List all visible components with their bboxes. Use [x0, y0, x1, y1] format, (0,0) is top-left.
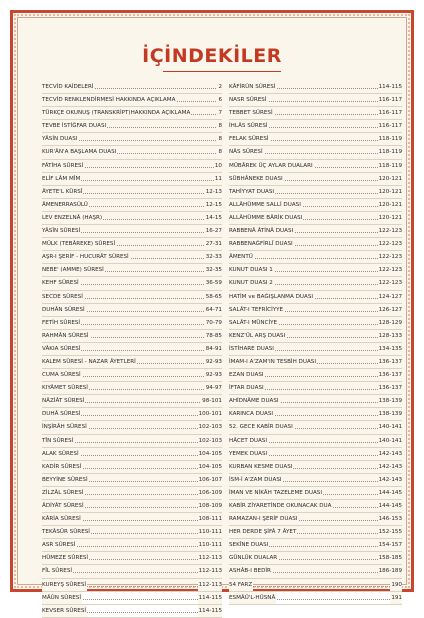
toc-entry-page: 122-123 [378, 277, 402, 289]
toc-entry-page: 122-123 [378, 251, 402, 263]
toc-entry-title: HATİM ve BAĞIŞLANMA DUASI [229, 291, 314, 303]
toc-entry [42, 487, 222, 500]
toc-entry-title: ÂMENTÜ [229, 251, 254, 263]
toc-entry-page: 16-27 [205, 225, 222, 237]
toc-entry-page: 94-97 [205, 382, 222, 394]
toc-entry [229, 291, 402, 304]
toc-entry-title: ASR SÛRESİ [42, 539, 76, 551]
toc-entry-page: 144-145 [378, 487, 402, 499]
toc-entry-page: 116-117 [378, 120, 402, 132]
toc-entry [229, 186, 402, 199]
toc-entry [42, 565, 222, 578]
toc-entry [42, 369, 222, 382]
toc-entry-title: AHİDNÂME DUASI [229, 395, 280, 407]
toc-entry-page: 104-105 [198, 448, 222, 460]
toc-entry-page: 140-141 [378, 421, 402, 433]
toc-entry-page: 112-113 [198, 579, 222, 591]
toc-entry-page: 142-143 [378, 448, 402, 460]
toc-entry-page: 142-143 [378, 461, 402, 473]
toc-entry-page: 108-111 [198, 513, 222, 525]
toc-entry [229, 552, 402, 565]
toc-entry-title: TEBBET SÛRESİ [229, 107, 274, 119]
toc-entry [229, 474, 402, 487]
toc-entry-title: İSTİHARE DUASI [229, 343, 275, 355]
toc-entry-page: 110-111 [198, 539, 222, 551]
toc-entry-page: 106-107 [198, 474, 222, 486]
toc-entry-title: SALÂT-I MÜNCİYE [229, 317, 278, 329]
toc-entry-page: 118-119 [378, 133, 402, 145]
toc-entry-page: 152-155 [378, 526, 402, 538]
toc-entry [42, 592, 222, 605]
toc-entry [229, 81, 402, 94]
toc-entry-title: TÜRKÇE OKUNUŞ (TRANSKRİPT)HAKKINDA AÇIKLAMA [42, 107, 191, 119]
toc-entry [42, 107, 222, 120]
toc-entry-page: 92-93 [205, 356, 222, 368]
toc-entry [42, 513, 222, 526]
toc-entry-page: 126-127 [378, 304, 402, 316]
toc-page [10, 10, 414, 614]
toc-entry [229, 421, 402, 434]
toc-entry-title: 54 FARZ [229, 579, 253, 591]
toc-entry [42, 251, 222, 264]
toc-entry-title: KUR'ÂN'A BAŞLAMA DUASI [42, 146, 117, 158]
toc-entry-title: KUNUT DUASI 1 [229, 264, 274, 276]
toc-entry-title: ALLÂHÜMME SALLİ DUASI [229, 199, 302, 211]
toc-entry-title: TECVİD RENKLENDİRMESİ HAKKINDA AÇIKLAMA [42, 94, 176, 106]
toc-entry [229, 238, 402, 251]
toc-entry [42, 225, 222, 238]
toc-entry [42, 94, 222, 107]
toc-entry [229, 343, 402, 356]
toc-entry [42, 382, 222, 395]
toc-entry-title: ESMÂÜ'L-HÜSNÂ [229, 592, 276, 604]
toc-entry [229, 212, 402, 225]
toc-entry-title: KUREYŞ SÛRESİ [42, 579, 87, 591]
toc-entry-title: ÂMENERRASÛLÜ [42, 199, 89, 211]
toc-entry [229, 539, 402, 552]
toc-entry-title: LEV ENZELNÂ (HAŞR) [42, 212, 103, 224]
toc-entry [229, 513, 402, 526]
toc-entry-page: 8 [217, 120, 222, 132]
toc-entry-page: 191 [390, 592, 402, 604]
toc-entry-title: KEHF SÛRESİ [42, 277, 80, 289]
toc-entry [42, 264, 222, 277]
toc-entry-title: KALEM SÛRESİ - NAZAR ÂYETLERİ [42, 356, 137, 368]
toc-entry-title: DUHÂN SÛRESİ [42, 304, 86, 316]
toc-entry-page: 106-109 [198, 487, 222, 499]
toc-entry-title: ALAK SÛRESİ [42, 448, 80, 460]
toc-left-column [42, 81, 222, 618]
toc-entry-title: HER DERDE ŞİFÂ 7 ÂYET [229, 526, 297, 538]
toc-entry-page: 190 [390, 579, 402, 591]
toc-entry-title: HÜMEZE SÛRESİ [42, 552, 89, 564]
toc-entry-page: 11 [214, 173, 222, 185]
toc-entry [229, 133, 402, 146]
toc-entry-title: MÜBÂREK ÜÇ AYLAR DUALARI [229, 160, 314, 172]
toc-entry-page: 7 [217, 107, 222, 119]
toc-entry [229, 356, 402, 369]
toc-right-column [229, 81, 402, 605]
toc-entry-title: KÂRİA SÛRESİ [42, 513, 82, 525]
toc-entry [42, 579, 222, 592]
toc-entry-page: 116-117 [378, 107, 402, 119]
toc-entry-page: 8 [217, 146, 222, 158]
toc-entry-title: FÂTİHA SÛRESİ [42, 160, 84, 172]
toc-entry-page: 58-65 [205, 291, 222, 303]
toc-entry-page: 12-15 [205, 199, 222, 211]
toc-entry-page: 32-35 [205, 264, 222, 276]
toc-entry-title: RABBENÂ ÂTİNÂ DUASI [229, 225, 294, 237]
toc-entry [42, 539, 222, 552]
toc-entry-title: RAHMÂN SÛRESİ [42, 330, 90, 342]
toc-entry-title: MÜLK (TEBÂREKE) SÛRESİ [42, 238, 116, 250]
toc-entry [42, 552, 222, 565]
toc-entry [229, 487, 402, 500]
toc-entry [42, 474, 222, 487]
toc-entry [229, 448, 402, 461]
toc-entry [229, 199, 402, 212]
toc-entry-title: VÂKIA SÛRESİ [42, 343, 81, 355]
toc-entry-page: 108-109 [198, 500, 222, 512]
toc-entry-page: 118-119 [378, 146, 402, 158]
toc-entry-title: YEMEK DUASI [229, 448, 268, 460]
toc-entry [229, 94, 402, 107]
toc-entry-title: DUHÂ SÛRESİ [42, 408, 81, 420]
toc-entry [229, 526, 402, 539]
toc-entry-title: YÂSÎN SÛRESİ [42, 225, 81, 237]
toc-entry-title: NEBE' (AMME) SÛRESİ [42, 264, 105, 276]
toc-entry-title: ASHÂB-I BEDİR [229, 565, 272, 577]
dot-leader [229, 586, 402, 587]
toc-entry-page: 36-59 [205, 277, 222, 289]
toc-entry-title: ALLÂHÜMME BÂRİK DUASI [229, 212, 303, 224]
toc-entry-title: RAMAZAN-I ŞERİF DUASI [229, 513, 298, 525]
toc-entry-page: 118-119 [378, 160, 402, 172]
toc-entry-page: 112-113 [198, 565, 222, 577]
toc-entry-page: 32-33 [205, 251, 222, 263]
toc-entry [42, 160, 222, 173]
dot-leader [229, 258, 402, 259]
toc-entry-page: 112-113 [198, 552, 222, 564]
toc-entry [229, 435, 402, 448]
toc-entry-page: 116-117 [378, 94, 402, 106]
title-underline [163, 71, 281, 72]
toc-entry-page: 186-189 [378, 565, 402, 577]
toc-entry [229, 264, 402, 277]
toc-entry [229, 146, 402, 159]
toc-entry [229, 330, 402, 343]
toc-entry [42, 199, 222, 212]
toc-entry [229, 592, 402, 605]
toc-entry-page: 122-123 [378, 238, 402, 250]
toc-entry [42, 605, 222, 618]
toc-entry [229, 395, 402, 408]
toc-entry [229, 160, 402, 173]
toc-entry [42, 133, 222, 146]
toc-entry-title: SALÂT-I TEFRİCİYYE [229, 304, 284, 316]
toc-entry-title: TÎN SÛRESİ [42, 435, 74, 447]
toc-entry-page: 144-145 [378, 500, 402, 512]
toc-entry-page: 78-85 [205, 330, 222, 342]
toc-entry [42, 173, 222, 186]
toc-entry [229, 107, 402, 120]
toc-entry-page: 140-141 [378, 435, 402, 447]
toc-entry-page: 136-137 [378, 369, 402, 381]
toc-entry-page: 98-101 [201, 395, 222, 407]
toc-entry [42, 317, 222, 330]
toc-entry [42, 238, 222, 251]
toc-entry-title: KURBAN KESME DUASI [229, 461, 293, 473]
toc-entry [42, 212, 222, 225]
toc-entry-page: 110-111 [198, 526, 222, 538]
toc-entry [229, 369, 402, 382]
toc-entry-title: NASR SÛRESİ [229, 94, 268, 106]
toc-entry-title: KEVSER SÛRESİ [42, 605, 87, 617]
toc-entry [42, 526, 222, 539]
toc-entry-title: KIYÂMET SÛRESİ [42, 382, 89, 394]
toc-entry-page: 6 [217, 94, 222, 106]
toc-entry [42, 186, 222, 199]
toc-entry-title: SÜBHÂNEKE DUASI [229, 173, 284, 185]
toc-entry-page: 104-105 [198, 461, 222, 473]
toc-entry-page: 158-185 [378, 552, 402, 564]
toc-entry [42, 408, 222, 421]
toc-entry-page: 92-93 [205, 369, 222, 381]
toc-entry-page: 8 [217, 133, 222, 145]
toc-entry-title: KENZ'ÜL ARŞ DUASI [229, 330, 286, 342]
toc-entry-title: TEVBE İSTİĞFAR DUASI [42, 120, 107, 132]
toc-entry [42, 120, 222, 133]
toc-entry-page: 27-31 [205, 238, 222, 250]
toc-entry-title: NÂZİÂT SÛRESİ [42, 395, 85, 407]
toc-entry-title: ÂYETE'L KÜRSÎ [42, 186, 83, 198]
toc-entry [42, 330, 222, 343]
toc-entry-title: YÂSİN DUASI [42, 133, 78, 145]
toc-entry [42, 304, 222, 317]
toc-entry-title: ZİLZÂL SÛRESİ [42, 487, 84, 499]
toc-entry [229, 500, 402, 513]
toc-entry [229, 251, 402, 264]
toc-entry-page: 146-153 [378, 513, 402, 525]
toc-entry [42, 461, 222, 474]
toc-entry-title: KUNUT DUASI 2 [229, 277, 274, 289]
toc-entry-title: MÂÛN SÛRESİ [42, 592, 82, 604]
toc-entry-page: 12-13 [205, 186, 222, 198]
toc-entry-title: SEKÎNE DUASI [229, 539, 269, 551]
toc-entry-title: GÜNLÜK DUALAR [229, 552, 278, 564]
toc-entry [42, 421, 222, 434]
toc-entry-page: 84-91 [205, 343, 222, 355]
toc-entry [229, 579, 402, 592]
toc-entry-page: 122-123 [378, 264, 402, 276]
toc-entry-page: 102-103 [198, 435, 222, 447]
toc-entry-page: 114-115 [198, 605, 222, 617]
toc-entry-page: 102-103 [198, 421, 222, 433]
toc-entry-page: 128-133 [378, 330, 402, 342]
toc-entry-page: 100-101 [198, 408, 222, 420]
toc-entry-page: 142-143 [378, 474, 402, 486]
toc-entry-title: KARINCA DUASI [229, 408, 274, 420]
toc-entry-title: FÎL SÛRESİ [42, 565, 73, 577]
toc-entry-page: 136-137 [378, 382, 402, 394]
toc-entry [42, 343, 222, 356]
toc-entry-title: KÂFİRÛN SÛRESİ [229, 81, 276, 93]
toc-entry-title: SECDE SÛRESİ [42, 291, 84, 303]
toc-entry [229, 461, 402, 474]
toc-entry-page: 120-121 [378, 186, 402, 198]
toc-entry [229, 120, 402, 133]
toc-entry-page: 120-121 [378, 212, 402, 224]
toc-entry-title: İFTAR DUASI [229, 382, 265, 394]
toc-entry-title: EZAN DUASI [229, 369, 265, 381]
toc-entry [229, 565, 402, 578]
toc-entry-title: AŞR-I ŞERİF - HUCURÂT SÛRESİ [42, 251, 130, 263]
toc-entry-title: İSM-İ A'ZAM DUASI [229, 474, 283, 486]
toc-entry-page: 70-79 [205, 317, 222, 329]
toc-entry-title: TAHİYYAT DUASI [229, 186, 275, 198]
toc-entry [229, 408, 402, 421]
toc-entry-title: ÂDİYÂT SÛRESİ [42, 500, 85, 512]
toc-entry [42, 435, 222, 448]
toc-entry [42, 448, 222, 461]
toc-entry [42, 291, 222, 304]
toc-entry [229, 173, 402, 186]
toc-entry-title: İNŞİRÂH SÛRESİ [42, 421, 88, 433]
toc-entry-title: NÂS SÛRESİ [229, 146, 264, 158]
toc-entry-title: 52. GECE KABİR DUASI [229, 421, 294, 433]
toc-entry-title: İMAM-I A'ZAM'IN TESBİH DUASI [229, 356, 317, 368]
toc-entry [229, 382, 402, 395]
toc-entry-page: 64-71 [205, 304, 222, 316]
toc-entry-page: 124-127 [378, 291, 402, 303]
toc-entry-title: ELİF LÂM MÎM [42, 173, 81, 185]
toc-entry [42, 500, 222, 513]
toc-entry [229, 304, 402, 317]
toc-entry-title: KADİR SÛRESİ [42, 461, 82, 473]
toc-entry-page: 120-121 [378, 199, 402, 211]
toc-entry-title: İHLÂS SÛRESİ [229, 120, 269, 132]
toc-entry [42, 277, 222, 290]
toc-entry-title: İMAN VE NİKÂH TAZELEME DUASI [229, 487, 323, 499]
toc-entry-page: 154-157 [378, 539, 402, 551]
toc-entry-title: BEYYİNE SÛRESİ [42, 474, 89, 486]
page-title: İÇİNDEKİLER [142, 45, 282, 67]
toc-entry-title: TECVİD KAİDELERİ [42, 81, 95, 93]
toc-entry-title: CUMA SÛRESİ [42, 369, 82, 381]
toc-entry-page: 134-135 [378, 343, 402, 355]
toc-entry-page: 138-139 [378, 408, 402, 420]
toc-entry-title: RABBENAĞFİRLÎ DUASI [229, 238, 294, 250]
toc-entry-page: 2 [217, 81, 222, 93]
toc-entry-page: 14-15 [205, 212, 222, 224]
toc-entry-page: 122-123 [378, 225, 402, 237]
toc-entry-title: FELAK SÛRESİ [229, 133, 270, 145]
toc-entry-page: 114-115 [378, 81, 402, 93]
toc-entry [229, 317, 402, 330]
toc-entry-title: TEKÂSÜR SÛRESİ [42, 526, 91, 538]
toc-entry-title: FETİH SÛRESİ [42, 317, 81, 329]
toc-entry-page: 114-115 [198, 592, 222, 604]
toc-entry [229, 225, 402, 238]
toc-entry-title: HÂCET DUASI [229, 435, 268, 447]
toc-entry [42, 356, 222, 369]
toc-entry-page: 10 [214, 160, 222, 172]
toc-entry-page: 138-139 [378, 395, 402, 407]
toc-entry [42, 395, 222, 408]
toc-entry-page: 136-137 [378, 356, 402, 368]
toc-entry [42, 81, 222, 94]
toc-entry-page: 128-129 [378, 317, 402, 329]
toc-entry-title: KABİR ZİYARETİNDE OKUNACAK DUA [229, 500, 332, 512]
toc-entry-page: 120-121 [378, 173, 402, 185]
toc-entry [42, 146, 222, 159]
toc-entry [229, 277, 402, 290]
